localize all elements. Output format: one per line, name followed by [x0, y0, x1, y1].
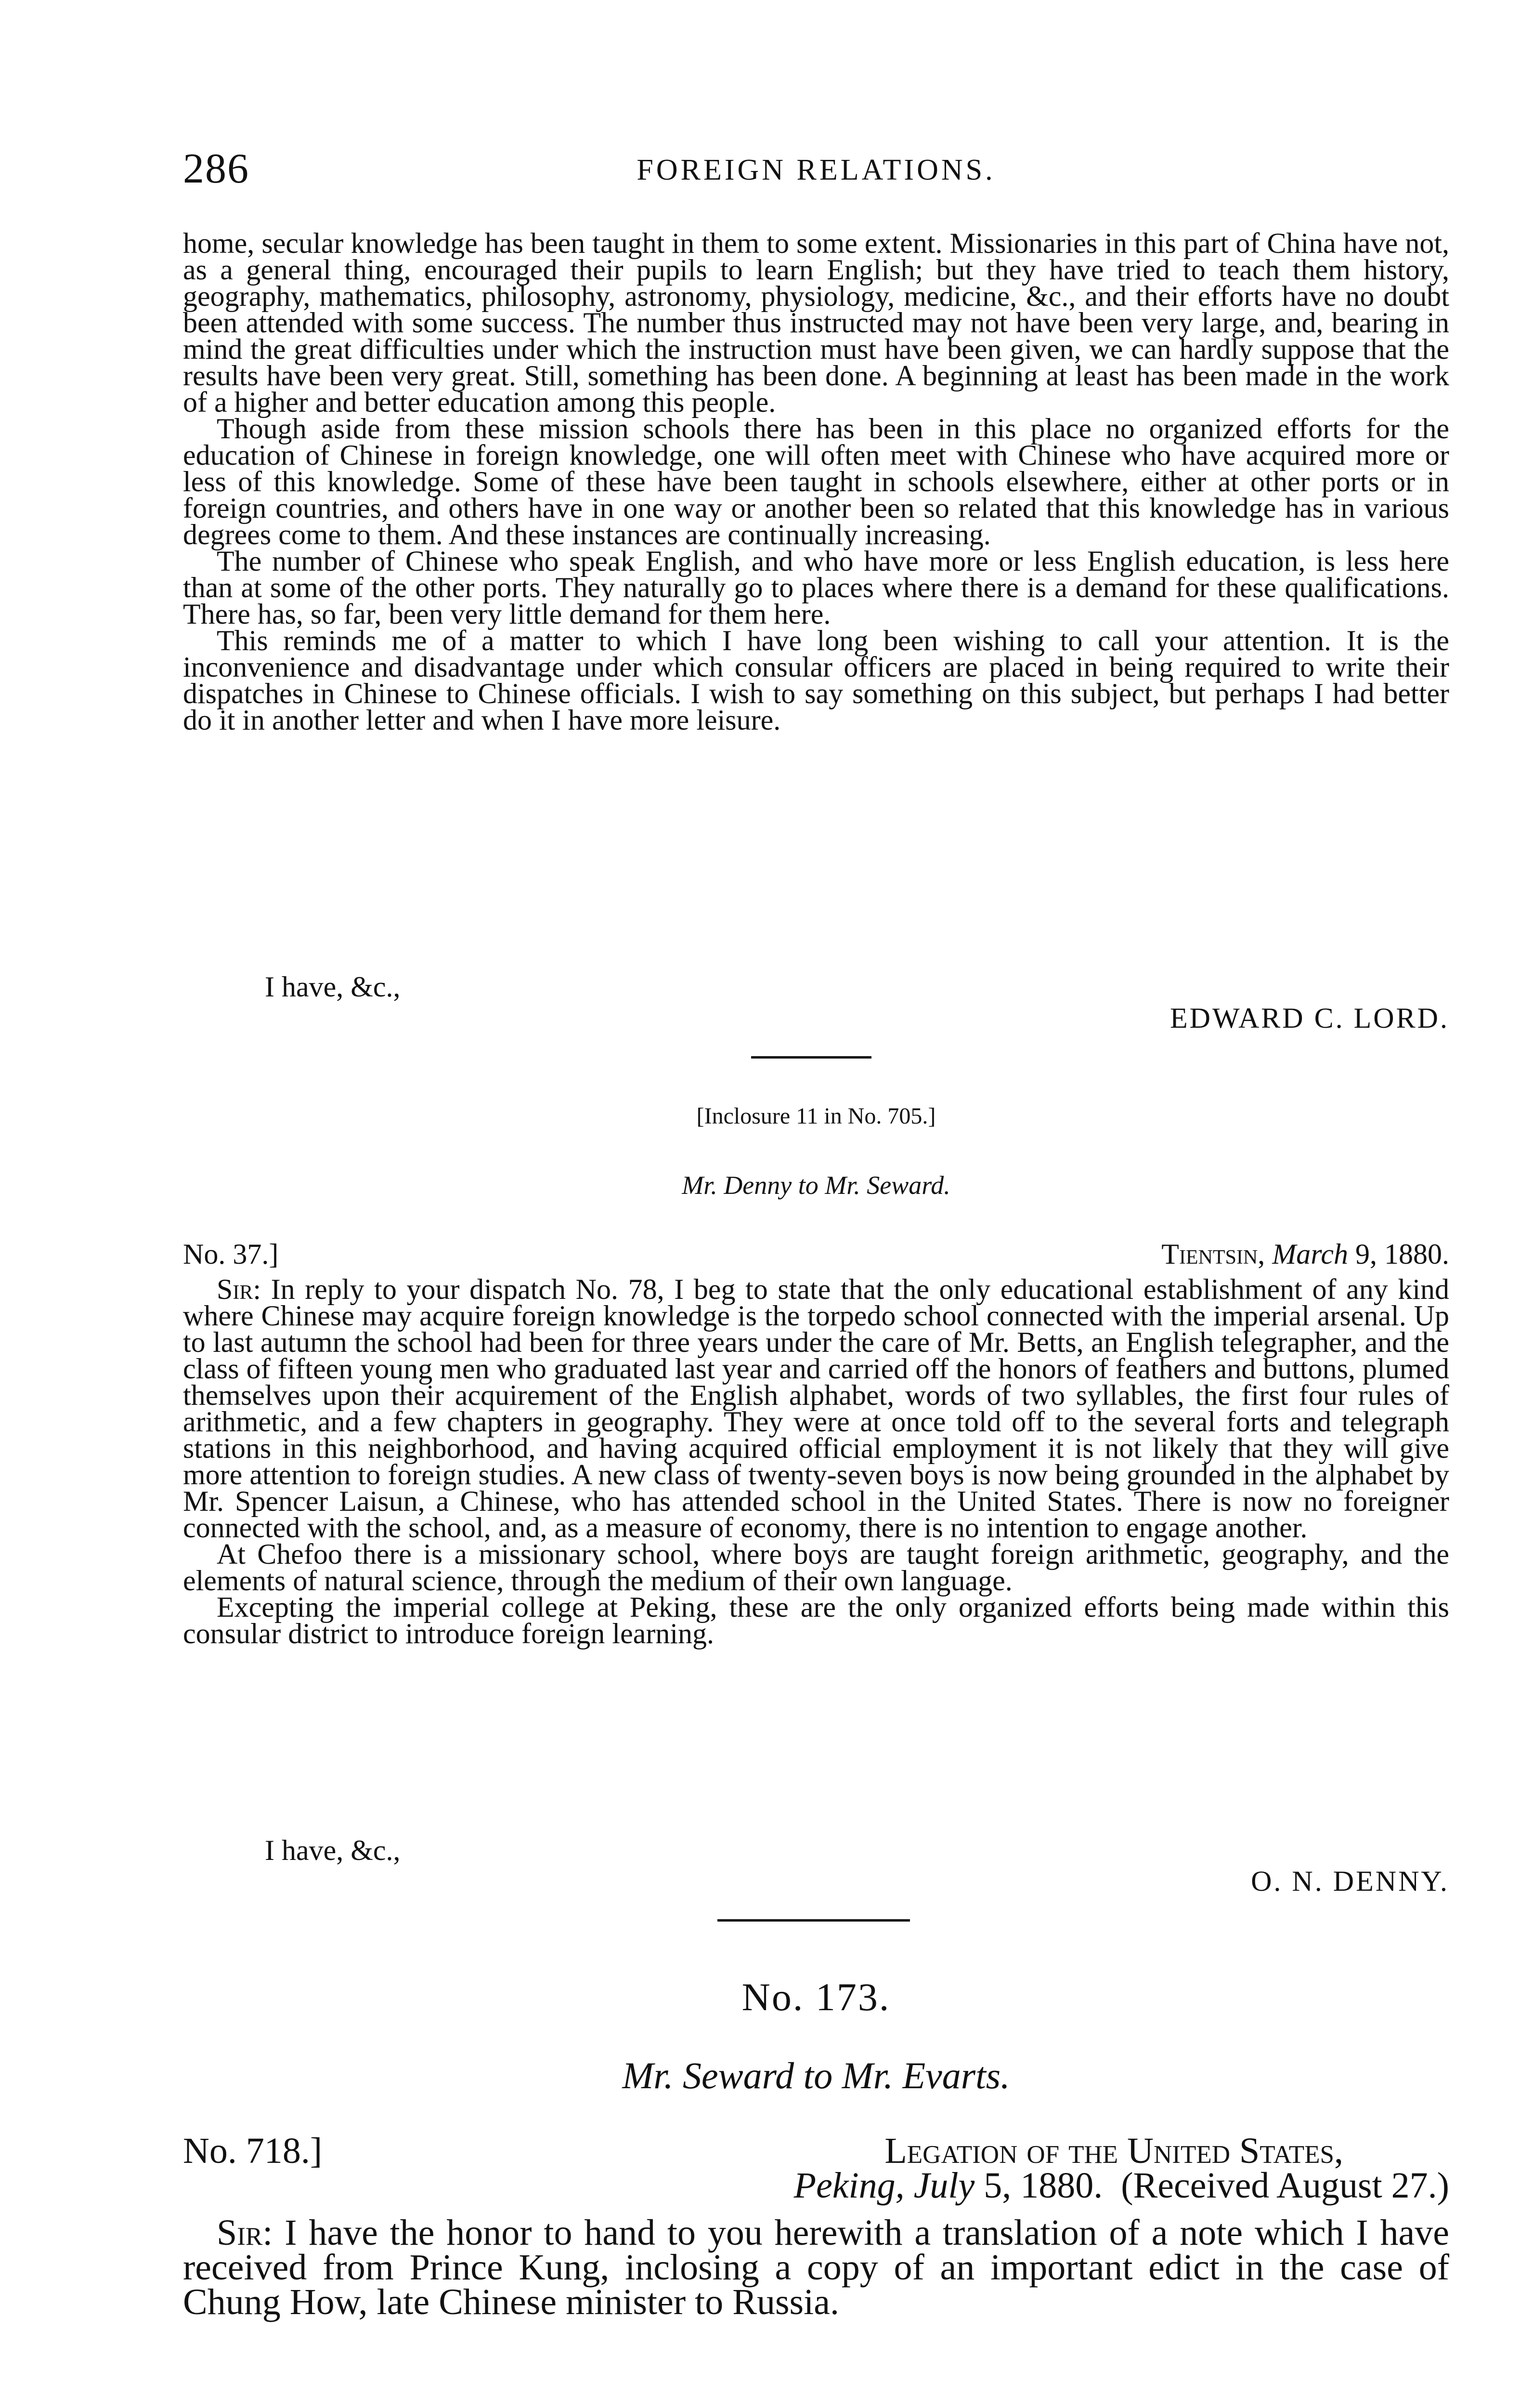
- paragraph: At Chefoo there is a missionary school, where boys are taught foreign arithmetic, geography, and the elements of natural science, through the medium of their own language.: [183, 1538, 1449, 1597]
- paragraph: home, secular knowledge has been taught in them to some extent. Missionaries in this part of China have not, as a general thing, encouraged their pupils to learn English; but they have tried to teach them history, geography, mathematics, philosophy, astronomy, physiology, medicine, &c., and their efforts have no doubt been attended with some success. The number thus instructed may not have been very large, and, bearing in mind the great difficulties under which the instruction must have been given, we can hardly suppose that the results have been very great. Still, something has been done. A beginning at least has been made in the work of a higher and better education among this people.: [183, 227, 1449, 418]
- salutation: Sir:: [217, 1273, 261, 1305]
- inclosure-title: Mr. Denny to Mr. Seward.: [682, 1171, 950, 1200]
- salutation: Sir:: [217, 2212, 273, 2253]
- dispatch-number: No. 37.]: [183, 1238, 279, 1270]
- legation: Legation of the United States,: [884, 2131, 1343, 2171]
- running-title: FOREIGN RELATIONS.: [637, 154, 996, 186]
- date-month: March: [1272, 1238, 1348, 1270]
- page-number: 286: [183, 145, 249, 192]
- date-rest: 9, 1880.: [1355, 1238, 1449, 1270]
- paragraph: [183, 1273, 1450, 1544]
- document-body: [183, 2212, 1450, 2322]
- paragraph: Excepting the imperial college at Peking, these are the only organized efforts being made within this consular district to introduce foreign learning.: [183, 1591, 1449, 1649]
- place-date: [1161, 1238, 1449, 1271]
- paragraph: [183, 2212, 1450, 2322]
- inclosure-caption: [Inclosure 11 in No. 705.]: [696, 1103, 936, 1129]
- date-month: July: [913, 2165, 975, 2206]
- letter-denny-body: [183, 1273, 1450, 1649]
- received-date: (Received August 27.): [1121, 2165, 1449, 2206]
- closing: I have, &c.,: [265, 1834, 401, 1866]
- document-dateline: [183, 2133, 1449, 2206]
- divider: [751, 1056, 871, 1059]
- place: Tientsin,: [1161, 1238, 1265, 1270]
- document-number: No. 173.: [741, 1975, 891, 2019]
- document-title: Mr. Seward to Mr. Evarts.: [622, 2055, 1010, 2096]
- letter-lord-body: [183, 227, 1449, 736]
- dispatch-number: No. 718.]: [183, 2131, 323, 2171]
- closing: I have, &c.,: [265, 971, 401, 1003]
- paragraph-text: I have the honor to hand to you herewith a translation of a note which I have received from Prince Kung, inclosing a copy of an important edict in the case of Chung How, late Chinese minister to Russia.: [183, 2212, 1450, 2322]
- paragraph: Though aside from these mission schools there has been in this place no organized efforts for the education of Chinese in foreign knowledge, one will often meet with Chinese who have acquired more or less of this knowledge. Some of these have been taught in schools elsewhere, either at other ports or in foreign countries, and others have in one way or another been so related that this knowledge has in various degrees come to them. And these instances are continually increasing.: [183, 413, 1449, 550]
- divider: [717, 1919, 910, 1922]
- place-date-received: [793, 2165, 1449, 2206]
- paragraph: This reminds me of a matter to which I have long been wishing to call your attention. It is the inconvenience and disadvantage under which consular officers are placed in being required to write their dispatches in Chinese to Chinese officials. I wish to say something on this subject, but perhaps I had better do it in another letter and when I have more leisure.: [183, 625, 1449, 736]
- place: Peking,: [793, 2165, 905, 2206]
- date-rest: 5, 1880.: [984, 2165, 1103, 2206]
- paragraph: The number of Chinese who speak English, and who have more or less English education, is less here than at some of the other ports. They naturally go to places where there is a demand for these qualifications. There has, so far, been very little demand for them here.: [183, 545, 1449, 630]
- signature: EDWARD C. LORD.: [1170, 1002, 1449, 1034]
- running-head: [183, 144, 1449, 197]
- signature: O. N. DENNY.: [1251, 1865, 1449, 1897]
- inclosure-dateline: [183, 1238, 1449, 1270]
- paragraph-text: In reply to your dispatch No. 78, I beg to state that the only educational establishment of any kind where Chinese may acquire foreign knowledge is the torpedo school connected with the imperial arsenal. Up to last autumn the school had been for three years under the care of Mr. Betts, an English telegrapher, and the class of fifteen young men who graduated last year and carried off the honors of feathers and buttons, plumed themselves upon their acquirement of the English alphabet, words of two syllables, the first four rules of arithmetic, and a few chapters in geography. They were at once told off to the several forts and telegraph stations in this neighborhood, and having acquired official employment it is not likely that they will give more attention to foreign studies. A new class of twenty-seven boys is now being grounded in the alphabet by Mr. Spencer Laisun, a Chinese, who has attended school in the United States. There is now no foreigner connected with the school, and, as a measure of economy, there is no intention to engage another.: [183, 1273, 1450, 1544]
